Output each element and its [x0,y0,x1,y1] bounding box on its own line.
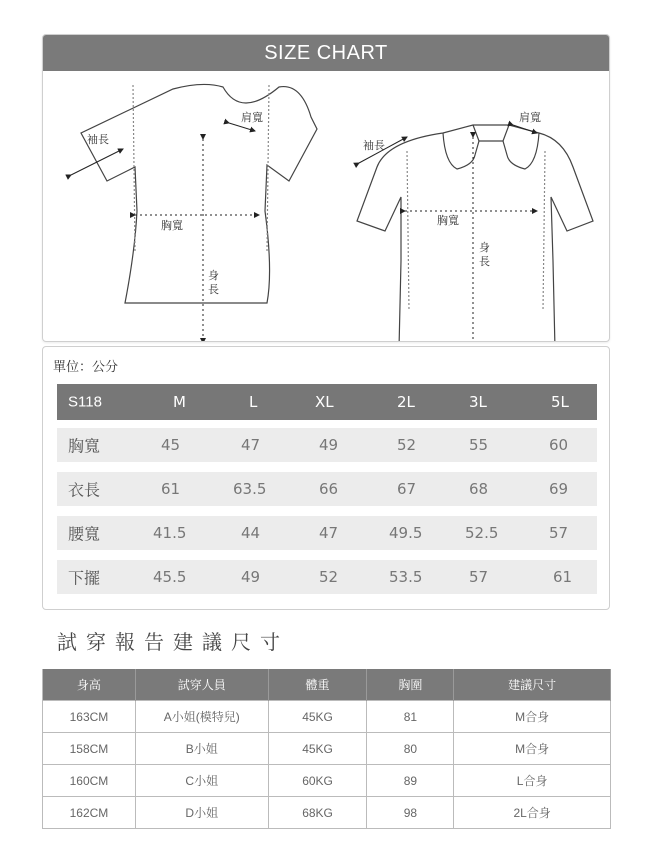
size-chart-title: SIZE CHART [43,35,609,71]
table-cell: 60KG [268,765,367,797]
polo-shirt-diagram [357,125,593,341]
table-cell: A小姐(模特兒) [135,701,268,733]
table-cell: 49 [319,436,339,454]
table-cell: 52.5 [465,524,499,542]
table-cell: 158CM [43,733,136,765]
table-row [57,560,597,594]
table-cell: B小姐 [135,733,268,765]
header-cell: M [173,393,186,411]
table-row [57,428,597,462]
size-table [57,384,597,604]
table-cell: 45 [161,436,181,454]
table-cell: 52 [397,436,417,454]
size-table-panel [42,346,610,610]
row-label: 衣長 [68,480,101,500]
table-row [43,765,611,797]
left-chest-label: 胸寬 [161,219,183,232]
table-cell: 53.5 [389,568,423,586]
table-cell: 55 [469,436,489,454]
table-cell: 45KG [268,701,367,733]
table-cell: 57 [549,524,569,542]
right-length-label-1: 身 [479,241,490,254]
table-cell: 61 [161,480,181,498]
table-cell: C小姐 [135,765,268,797]
table-cell: 67 [397,480,417,498]
table-cell: 68 [469,480,489,498]
report-title: 試穿報告建議尺寸 [57,630,289,654]
size-table-header [57,384,597,420]
garment-diagrams [43,71,609,341]
table-cell: 61 [553,568,573,586]
table-cell: 89 [367,765,454,797]
left-length-label-2: 長 [208,283,219,296]
table-cell: 57 [469,568,489,586]
table-cell: 47 [241,436,261,454]
table-row [43,701,611,733]
table-cell: 163CM [43,701,136,733]
table-cell: 66 [319,480,339,498]
table-cell: 160CM [43,765,136,797]
header-cell: 5L [551,393,569,411]
row-label: 下擺 [68,568,101,588]
table-cell: 162CM [43,797,136,829]
table-cell: M合身 [454,733,611,765]
table-cell: 49.5 [389,524,423,542]
fitting-report-table [42,669,611,829]
header-cell: 胸圍 [367,669,454,701]
table-cell: 98 [367,797,454,829]
table-cell: 60 [549,436,569,454]
table-row [43,797,611,829]
table-cell: 2L合身 [454,797,611,829]
table-cell: 63.5 [233,480,267,498]
header-cell: L [249,393,258,411]
table-cell: 45KG [268,733,367,765]
table-cell: 52 [319,568,339,586]
size-chart-panel [42,34,610,342]
table-cell: 80 [367,733,454,765]
right-sleeve-label: 袖長 [363,139,385,152]
row-label: 胸寬 [68,436,101,456]
right-shoulder-label: 肩寬 [519,111,541,124]
row-label: 腰寬 [68,524,101,544]
tshirt-diagram [81,84,317,303]
table-cell: D小姐 [135,797,268,829]
table-row [43,733,611,765]
report-header-row [43,669,611,701]
table-cell: M合身 [454,701,611,733]
table-cell: 45.5 [153,568,187,586]
table-cell: 41.5 [153,524,187,542]
table-cell: 44 [241,524,261,542]
header-cell: 身高 [43,669,136,701]
table-row [57,516,597,550]
left-length-label-1: 身 [208,269,219,282]
table-cell: 68KG [268,797,367,829]
header-cell: 建議尺寸 [454,669,611,701]
right-length-label-2: 長 [479,255,490,268]
right-chest-label: 胸寬 [437,214,459,227]
table-cell: 69 [549,480,569,498]
left-sleeve-label: 袖長 [87,133,109,146]
left-shoulder-label: 肩寬 [241,111,263,124]
unit-label: 單位：公分 [53,360,119,375]
header-cell: S118 [68,393,102,411]
table-cell: L合身 [454,765,611,797]
table-cell: 47 [319,524,339,542]
table-cell: 81 [367,701,454,733]
header-cell: 2L [397,393,415,411]
header-cell: 3L [469,393,487,411]
header-cell: 試穿人員 [135,669,268,701]
table-cell: 49 [241,568,261,586]
table-row [57,472,597,506]
header-cell: 體重 [268,669,367,701]
header-cell: XL [315,393,334,411]
